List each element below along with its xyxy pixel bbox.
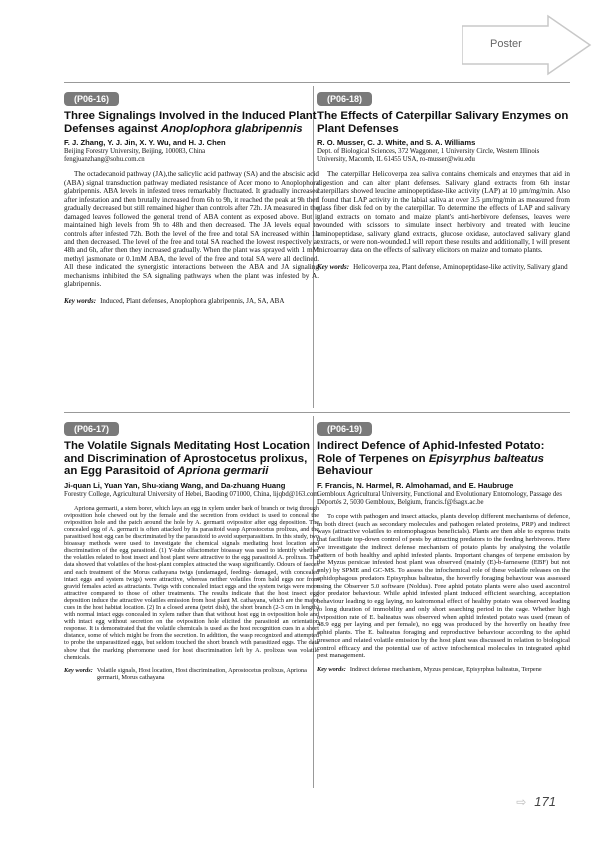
abstract-body: The octadecanoid pathway (JA),the salicylic acid pathway (SA) and the abscisic acid (ABA) signal transduction pathway mediated resistance of Acer mono to Anoplophora glabripennis. ABA levels in infested trees remarkably fluctuated. It gradually increased after infestation and then brutally increased from 6h to 9h, it reached the peak at 9h then gradually decreased but still remained higher than controls after 72h. JA measured in the damaged leaves followed the general trend of ABA content as exposed above. But it maintained high levels from 9h to 48h and then decreased. The JA levels equal to controls after infested 72h. Both the level of the free and total SA increased within 1h and then decreased. The level of the free and total SA reached the lowest respectively at 48h and 6h, after then they increased gradually. When the plant was sprayed with 1 mM methyl jasmonate or 0.1mM ABA, the level of the free and total SA were all declined. All these indicated the synergistic interactions between the ABA and JA signaling mechanisms inhibited the SA signaling pathways when the plant was infested by A. glabripennis. [64,170,319,289]
abstract-title: Indirect Defence of Aphid-Infested Potato: Role of Terpenes on Episyrphus balteatus Behaviour [317,440,545,477]
abstract-keywords: Key words: Helicoverpa zea, Plant defense, Aminopeptidase-like activity, Salivary gland [317,262,568,271]
poster-arrow-icon [462,14,592,76]
abstract-p06-17 [64,419,319,681]
abstract-email: fengjuanzhang@sohu.com.cn [64,156,145,164]
poster-label: Poster [490,38,522,50]
abstract-affiliation: Forestry College, Agricultural University of Hebei, Baoding 071000, China, lijqbd@163.com [64,490,319,498]
abstract-affiliation: Dept. of Biological Sciences, 372 Waggoner, 1 University Circle, Western Illinois University, Macomb, IL 61455 USA, ro-musser@wiu.edu [317,148,540,164]
abstract-body: To cope with pathogen and insect attacks, plants develop different mechanisms of defence, in both direct (such as secondary molecules and pathogen related proteins, PRP) and indirect ways (attractive volatiles to entomophagous beneficials). Plants are then able to express traits that facilitate top-down control of pests by attracting predators to the feeding herbivores. Here we investigate the indirect defense mechanism of potato plants by analysing the volatile pattern of both healthy and aphid infested plants. Important changes of terpene emission by the Myzus persicae infested host plant was observed (mainly (E)-b-farnesene (EBF) but not only) by SPME and GC-MS. To assess the infochemical role of these volatile releases on the aphidophagous predators Episyrphus balteatus, the hoverfly foraging behaviour was assessed using the Observer 5.0 software (Noldus). Free aphid potato plants were also used ascontrol for predator behaviour. While aphid infested plant induced efficient searching, acceptation behaviour leading to egg laying, no kairomonal effect of healthy potato was observed leading to long duration of immobility and only short searching period in the cage. Whether high oviposition rate of E. balteatus was observed when aphid infested potato was used (mean of 48.9 egg per laying and per female), no egg was produced by the hoverfly on heathy free aphid plants. The E. balteatus foraging and reproductive behaviour according to the aphid presence and related volatile emission by the host plant was discussed in relation to biological control efficacy and the potential use of active infochemical molecules in integrated aphid pest management. [317,512,570,660]
abstract-title: Three Signalings Involved in the Induced Plant Defenses against Anoplophora glabripennis [64,110,317,135]
abstract-affiliation: Beijing Forestry University, Beijing, 100083, China fengjuanzhang@sohu.com.cn [64,148,319,164]
page-footer [516,794,556,809]
abstract-keywords: Key words: Indirect defense mechanism, Myzus persicae, Episyrphus balteatus, Terpene [317,666,542,674]
abstract-authors: F. J. Zhang, Y. J. Jin, X. Y. Wu, and H. J. Chen [64,138,226,147]
page-number: 171 [534,794,556,809]
arrow-right-icon: ⇨ [516,795,527,809]
abstract-body: The caterpillar Helicoverpa zea saliva contains chemicals and enzymes that aid in digestion and can alter plant defenses. Salivary gland extracts from 6th instar caterpillars showed leucine aminopeptidase-like activity (LAP) at 10 µm/mg/min. Also I found that LAP activity in the labial saliva at over 3.5 µm/mg/min as measured from glass fiber disk fed on by the caterpillar. To determine the effects of LAP and salivary gland extracts on tomato and maize plant's anti-herbivore defenses, leaves were wounded with scissors to simulate insect herbivory and treated with leucine aminopeptidase, salivary gland extracts, glucose oxidase, autoclaved salivary gland extracts, or were non-wounded.I will report these results and additionally, I will present microarray data on the effects of salivary elicitors on maize and tomato plants. [317,170,570,255]
abstract-code-badge: (P06-17) [64,422,119,436]
top-rule [64,82,570,83]
abstract-title: The Volatile Signals Meditating Host Location and Discrimination of Aprostocetus prolixus, an Egg Parasitoid of Apriona germarii [64,440,310,477]
abstract-code-badge: (P06-16) [64,92,119,106]
abstract-p06-16 [64,89,319,305]
abstract-body: Apriona germarii, a stem borer, which lays an egg in xylem under bark of branch or twig through oviposition hole chewed out by the female and the secretion from oviduct is used to conceal the oviposition hole and the patch around the hole by A. germarii ovipositor after egg deposition. The concealed egg of A. germarii is often attacked by its parasitoid wasp Aprostocetus prolixus, and the parasitised host egg can be discriminated by the parasitoid to avoid superparasitism. In this study, two bioassay methods were used to investigate the chemical signals mediating host location and discrimination of the egg parasitoid. (1) Y-tube olfactometer bioassay was used to identify whether the volatiles related to host insect and host plant were attractive to the egg parasitoid A. prolixus. The data showed that volatiles of the host-plant complex attracted the wasp significantly. Odours of faeces and each treatment of the Morus cathayana twigs (undamaged, feeding- damaged, with concealed intact eggs and system twigs) were attractive, whereas neither volatiles from bald eggs nor from gravid females acted as attractants. Twigs with concealed intact eggs and the system twigs were more attractive compared to those of other treatments. The results indicate that the host insect egg deposition induce the attractive volatiles emission from host plant M. cathayana, which are the major cues in the host habitat location. (2) In a closed arena (petri dish), the short branch (2-3 cm in length) with normal intact eggs concealed in xylem rather than that without host egg in oviposition hole and with intact egg without secretion on the oviposition hole elicited the parasitoid an orientation response. It is demonstrated that the volatile chemicals is used as the host recognition cues in a short distance, some of which might be from the secretion. In addition, the wasp recognized and attempted to probe the unparasitized eggs, but seldom touched the short branch with parasitized eggs. The data show that the marking pheromone used for host discrimination left by A. prolixus was volatile chemicals. [64,504,319,661]
abstract-keywords: Key words: Induced, Plant defenses, Anoplophora glabripennis, JA, SA, ABA [64,296,285,305]
abstract-p06-18 [317,89,570,271]
abstract-authors: Ji-quan Li, Yuan Yan, Shu-xiang Wang, and Da-zhuang Huang [64,480,286,490]
abstract-code-badge: (P06-18) [317,92,372,106]
abstract-p06-19 [317,419,570,673]
abstract-affiliation: Gembloux Agricultural University, Functional and Evolutionary Entomology, Passage des Déportés 2, 5030 Gembloux, Belgium, francis.f@fsagx.ac.be [317,490,562,506]
poster-tab [462,14,592,76]
abstract-title: The Effects of Caterpillar Salivary Enzymes on Plant Defenses [317,110,569,135]
middle-rule [64,412,570,413]
abstract-keywords: Key words: Volatile signals, Host location, Host discrimination, Aprostocetus prolixus, Apriona germarii, Morus cathayana [64,666,307,681]
abstract-authors: R. O. Musser, C. J. White, and S. A. Williams [317,138,476,147]
abstract-code-badge: (P06-19) [317,422,372,436]
abstract-authors: F. Francis, N. Harmel, R. Almohamad, and E. Haubruge [317,480,514,490]
